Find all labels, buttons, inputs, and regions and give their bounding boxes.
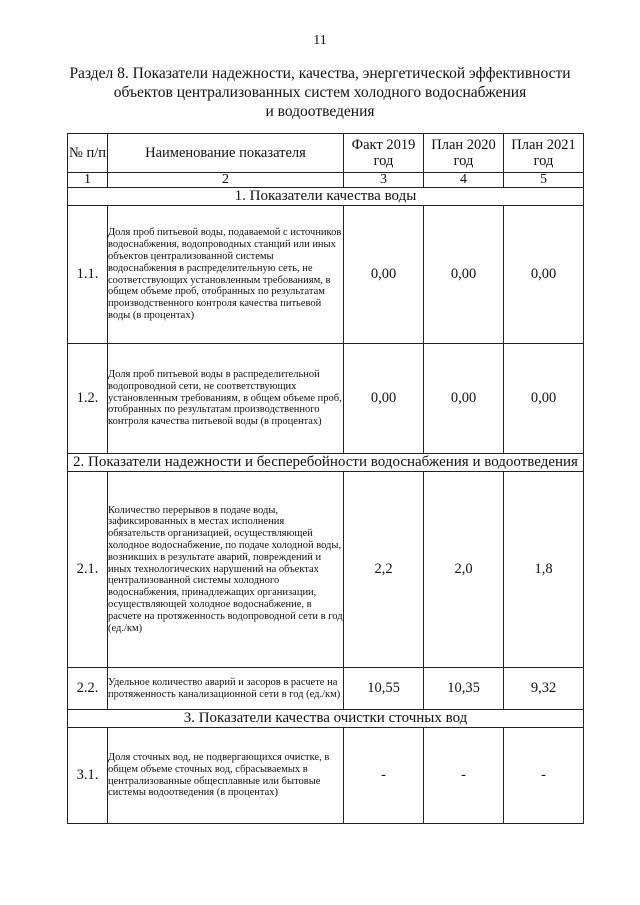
heading-line-2: объектов централизованных систем холодного водоснабжения [113,84,527,101]
row-number: 2.2. [68,668,108,710]
table-row [68,472,584,668]
value-fact-2019: 10,55 [344,668,424,710]
indicator-name: Доля сточных вод, не подвергающихся очистке, в общем объеме сточных вод, сбрасываемых в централизованные общесплавные или бытовые системы водоотведения (в процентах) [108,728,344,824]
table-row [68,728,584,824]
section-row [68,454,584,472]
value-plan-2020: - [424,728,504,824]
section-row [68,710,584,728]
section-heading [40,64,600,121]
row-number: 2.1. [68,472,108,668]
value-fact-2019: - [344,728,424,824]
row-number: 1.2. [68,344,108,454]
row-number: 3.1. [68,728,108,824]
value-plan-2021: 1,8 [504,472,584,668]
table-row [68,668,584,710]
value-plan-2020: 10,35 [424,668,504,710]
value-plan-2021: 0,00 [504,344,584,454]
heading-line-3: и водоотведения [265,103,375,120]
column-index-3: 3 [344,173,424,188]
indicator-name: Количество перерывов в подаче воды, зафиксированных в местах исполнения обязательств организацией, осуществляющей холодное водоснабжение, по подаче холодной воды, возникших в результате аварий, повреждений и иных технологических нарушений на объектах централизованной системы холодного водоснабжения, принадлежащих организации, осуществляющей холодное водоснабжение, в расчете на протяженность водопроводной сети в год (ед./км) [108,472,344,668]
header-fact-2019: Факт 2019 год [344,134,424,173]
value-fact-2019: 2,2 [344,472,424,668]
row-number: 1.1. [68,206,108,344]
header-num: № п/п [68,134,108,173]
value-plan-2021: 9,32 [504,668,584,710]
section-title: 2. Показатели надежности и бесперебойности водоснабжения и водоотведения [68,454,584,472]
column-index-2: 2 [108,173,344,188]
header-name: Наименование показателя [108,134,344,173]
value-plan-2020: 0,00 [424,344,504,454]
table-row [68,206,584,344]
indicators-table [67,133,584,824]
column-index-row [68,173,584,188]
header-row [68,134,584,173]
header-plan-2020: План 2020 год [424,134,504,173]
section-row [68,188,584,206]
table-row [68,344,584,454]
value-plan-2020: 2,0 [424,472,504,668]
value-fact-2019: 0,00 [344,344,424,454]
heading-line-1: Раздел 8. Показатели надежности, качества, энергетической эффективности [69,65,571,82]
value-plan-2021: 0,00 [504,206,584,344]
section-title: 1. Показатели качества воды [68,188,584,206]
section-title: 3. Показатели качества очистки сточных вод [68,710,584,728]
value-plan-2020: 0,00 [424,206,504,344]
indicator-name: Доля проб питьевой воды в распределительной водопроводной сети, не соответствующих установленным требованиям, в общем объеме проб, отобранных по результатам производственного контроля качества питьевой воды (в процентах) [108,344,344,454]
column-index-4: 4 [424,173,504,188]
header-plan-2021: План 2021 год [504,134,584,173]
indicator-name: Удельное количество аварий и засоров в расчете на протяженность канализационной сети в год (ед./км) [108,668,344,710]
indicator-name: Доля проб питьевой воды, подаваемой с источников водоснабжения, водопроводных станций или иных объектов централизованной системы водоснабжения в распределительную сеть, не соответствующих установленным требованиям, в общем объеме проб, отобранных по результатам производственного контроля качества питьевой воды (в процентах) [108,206,344,344]
value-fact-2019: 0,00 [344,206,424,344]
page-number: 11 [313,33,327,48]
value-plan-2021: - [504,728,584,824]
column-index-1: 1 [68,173,108,188]
column-index-5: 5 [504,173,584,188]
